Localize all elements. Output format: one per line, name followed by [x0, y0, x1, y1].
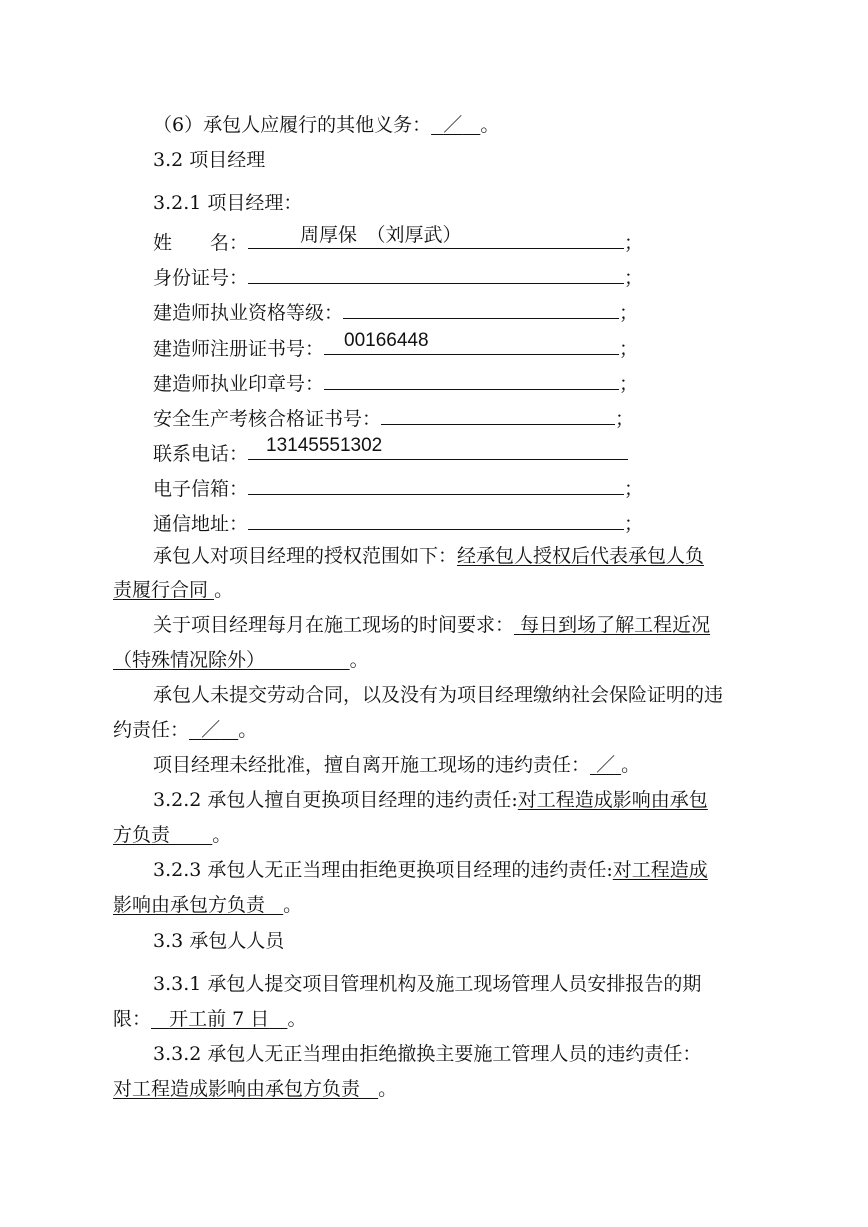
- clause-3-3-2-line-1: 3.3.2 承包人无正当理由拒绝撤换主要施工管理人员的违约责任：: [153, 1043, 702, 1065]
- name-value: 周厚保 （刘厚武）: [300, 224, 462, 246]
- clause-3-2-3-value-2: 影响由承包方负责: [113, 894, 266, 916]
- authorization-line-2: [113, 577, 233, 603]
- safety-label: 安全生产考核合格证书号：: [153, 408, 382, 430]
- grade-label: 建造师执业资格等级：: [153, 302, 344, 324]
- clause-3-2-2-value-2: 方负责: [113, 824, 171, 846]
- reg-row: [153, 332, 638, 362]
- phone-field: [248, 437, 628, 460]
- authorization-line-1: [153, 543, 704, 569]
- leave-line: [153, 752, 640, 778]
- name-label: 姓 名：: [153, 232, 249, 254]
- clause-3-2-1-heading: 3.2.1 项目经理：: [153, 192, 303, 214]
- authorization-value-1: 经承包人授权后代表承包人负: [457, 545, 705, 567]
- section-3-3-heading: 3.3 承包人人员: [153, 930, 285, 952]
- clause-3-3-2-line-2: [113, 1076, 397, 1102]
- grade-row: [153, 296, 638, 326]
- name-row: [153, 226, 643, 256]
- address-field: [248, 507, 624, 530]
- labor-label: 约责任：: [113, 719, 190, 741]
- time-value-2: （特殊情况除外）: [113, 649, 266, 671]
- id-row: [153, 261, 643, 291]
- labor-line-1: 承包人未提交劳动合同，以及没有为项目经理缴纳社会保险证明的违: [153, 684, 724, 706]
- section-3-2-heading: 3.2 项目经理: [153, 149, 266, 171]
- leave-end: 。: [621, 754, 641, 776]
- clause-3-2-2-line-1: [153, 787, 708, 813]
- safety-row: [153, 402, 634, 432]
- address-row: [153, 507, 643, 537]
- reg-value: 00166448: [344, 330, 429, 351]
- grade-field: [343, 296, 619, 319]
- labor-line-2: [113, 717, 257, 743]
- clause-3-2-2-label: 3.2.2 承包人擅自更换项目经理的违约责任:: [153, 789, 518, 811]
- email-row: [153, 472, 643, 502]
- phone-row: [153, 437, 628, 467]
- reg-label: 建造师注册证书号：: [153, 338, 325, 360]
- clause-3-2-3-value-1: 对工程造成: [612, 859, 708, 881]
- name-semicolon: ；: [624, 232, 644, 254]
- leave-label: 项目经理未经批准，擅自离开施工现场的违约责任：: [153, 754, 591, 776]
- clause-3-2-2-value-1: 对工程造成影响由承包: [517, 789, 708, 811]
- id-field: [248, 261, 624, 284]
- time-line-1: [153, 612, 710, 638]
- reg-field: [324, 332, 619, 355]
- name-field: [248, 226, 624, 249]
- obligation-value: ／: [443, 114, 463, 136]
- clause-3-2-3-label: 3.2.3 承包人无正当理由拒绝更换项目经理的违约责任:: [153, 859, 613, 881]
- clause-3-3-1-label: 限：: [113, 1008, 152, 1030]
- email-semicolon: ；: [624, 478, 644, 500]
- seal-semicolon: ；: [619, 373, 639, 395]
- address-label: 通信地址：: [153, 513, 249, 535]
- safety-semicolon: ；: [615, 408, 635, 430]
- safety-field: [381, 402, 615, 425]
- address-semicolon: ；: [624, 513, 644, 535]
- labor-value: ／: [201, 719, 221, 741]
- clause-3-3-1-end: 。: [287, 1008, 307, 1030]
- clause-3-2-3-line-2: [113, 892, 302, 918]
- obligation-end: 。: [480, 114, 500, 136]
- clause-3-3-2-end: 。: [378, 1078, 398, 1100]
- clause-3-3-2-value: 对工程造成影响由承包方负责: [113, 1078, 361, 1100]
- id-label: 身份证号：: [153, 267, 249, 289]
- authorization-end: 。: [214, 579, 234, 601]
- clause-3-2-3-line-1: [153, 857, 708, 883]
- time-value-1: 每日到场了解工程近况: [520, 614, 711, 636]
- obligation-line: [153, 112, 499, 138]
- clause-3-2-3-end: 。: [283, 894, 303, 916]
- clause-3-3-1-value: 开工前 7 日: [169, 1008, 270, 1030]
- email-field: [248, 472, 624, 495]
- labor-end: 。: [238, 719, 258, 741]
- seal-row: [153, 367, 638, 397]
- obligation-label: （6）承包人应履行的其他义务：: [153, 114, 432, 136]
- time-label: 关于项目经理每月在施工现场的时间要求：: [153, 614, 515, 636]
- grade-semicolon: ；: [619, 302, 639, 324]
- phone-label: 联系电话：: [153, 443, 249, 465]
- seal-label: 建造师执业印章号：: [153, 373, 325, 395]
- clause-3-2-2-end: 。: [212, 824, 232, 846]
- authorization-value-2: 责履行合同: [113, 579, 209, 601]
- clause-3-3-1-line-2: [113, 1006, 306, 1032]
- time-line-2: [113, 647, 369, 673]
- reg-semicolon: ；: [619, 338, 639, 360]
- time-end: 。: [349, 649, 369, 671]
- seal-field: [324, 367, 619, 390]
- phone-value: 13145551302: [266, 435, 383, 456]
- id-semicolon: ；: [624, 267, 644, 289]
- clause-3-3-1-line-1: 3.3.1 承包人提交项目管理机构及施工现场管理人员安排报告的期: [153, 973, 702, 995]
- authorization-label: 承包人对项目经理的授权范围如下：: [153, 545, 458, 567]
- leave-value: ／: [596, 754, 616, 776]
- email-label: 电子信箱：: [153, 478, 249, 500]
- clause-3-2-2-line-2: [113, 822, 231, 848]
